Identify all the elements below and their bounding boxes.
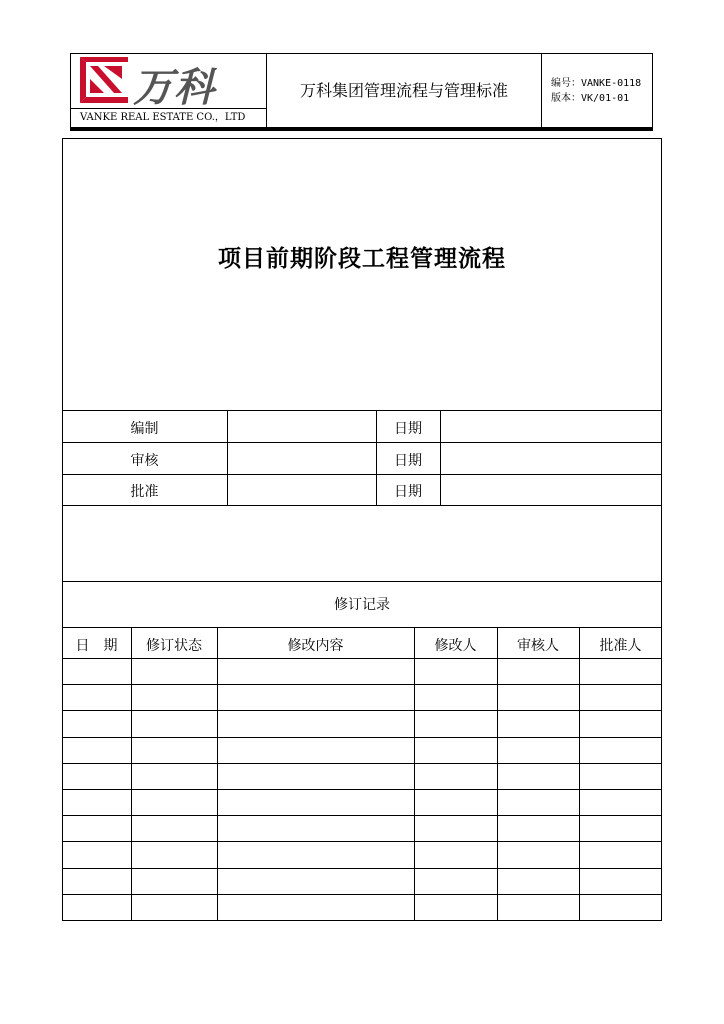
table-row [62, 737, 662, 738]
table-row [62, 789, 662, 790]
doc-code: 编号：VANKE-0118 [551, 78, 642, 89]
header-title: 万科集团管理流程与管理标准 [267, 54, 542, 127]
document-header [70, 53, 653, 128]
divider [62, 505, 662, 506]
column-divider [579, 627, 580, 920]
col-header-date: 日 期 [75, 638, 118, 654]
col-header-reviewer: 审核人 [517, 638, 559, 654]
column-divider [131, 627, 132, 920]
table-row [62, 658, 662, 659]
date-label: 日期 [394, 421, 422, 437]
approved-by-label: 批准 [130, 484, 159, 500]
brand-wordmark: 万科 [133, 65, 215, 111]
col-header-modifier: 修改人 [434, 638, 477, 654]
col-header-content: 修改内容 [287, 638, 344, 654]
col-header-approver: 批准人 [599, 638, 642, 654]
divider [227, 410, 228, 505]
divider [62, 410, 662, 411]
divider [440, 410, 441, 505]
divider [62, 627, 662, 628]
reviewed-by-label: 审核 [130, 453, 159, 469]
revision-record-title: 修订记录 [334, 597, 390, 613]
divider [62, 442, 662, 443]
doc-version: 版本：VK/01-01 [551, 93, 630, 104]
column-divider [497, 627, 498, 920]
table-row [62, 684, 662, 685]
table-row [62, 763, 662, 764]
document-title: 项目前期阶段工程管理流程 [218, 246, 506, 272]
table-row [62, 815, 662, 816]
divider [62, 474, 662, 475]
col-header-status: 修订状态 [146, 638, 202, 654]
company-name: VANKE REAL ESTATE CO.，LTD [71, 108, 266, 127]
vanke-logo-icon [80, 57, 128, 103]
table-row [62, 868, 662, 869]
table-row [62, 894, 662, 895]
table-row [62, 710, 662, 711]
doc-meta [551, 76, 641, 106]
date-label: 日期 [394, 453, 422, 469]
logo-block [71, 54, 267, 127]
column-divider [414, 627, 415, 920]
column-divider [217, 627, 218, 920]
date-label: 日期 [394, 484, 422, 500]
divider [62, 581, 662, 582]
table-row [62, 841, 662, 842]
header-rule [70, 128, 653, 131]
prepared-by-label: 编制 [130, 421, 159, 437]
